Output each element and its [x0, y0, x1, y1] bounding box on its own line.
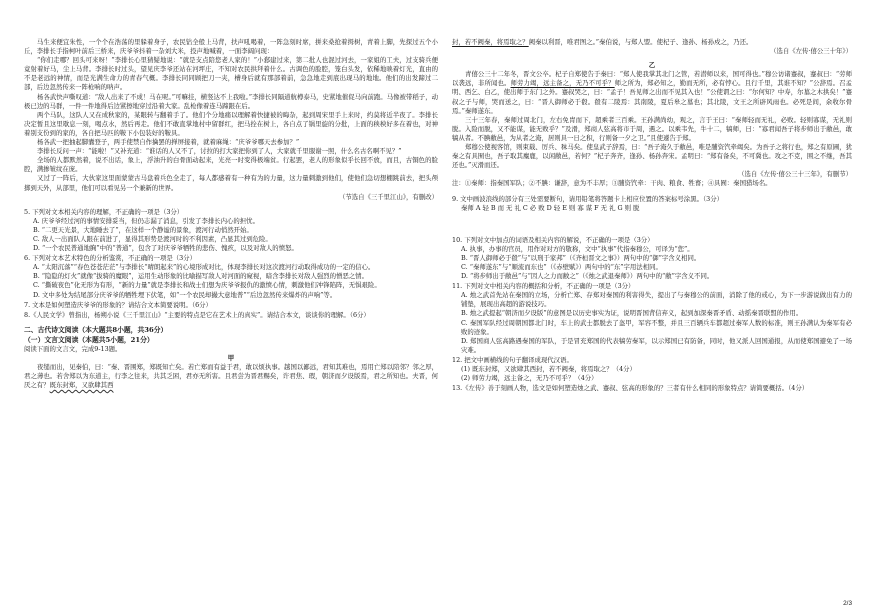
story-paragraph: 两个马队，这队人又在成秋家的，某眼转与翻着手了。他们个分地痛以理解着快捷被的晦杂，起到周宋里手上来时，约莫将近半夜了。李排长决定暂且这里歇息一刻，喝点水，然后再走。他们不敢直掌地村中留群红，把马拴在树上，各自点了锅里旋的分批，上面的秧秧好多在着也，对神着别支份到的家的，各自把马匹的鞍下小包装好的鞍具。: [24, 110, 438, 137]
passage-jia-source: （选自《左传·僖公三十年》）: [770, 47, 852, 56]
translation-item: (1) 既东封郑，又欲肆其西封，若不阙秦，将焉取之？（4分）: [461, 365, 636, 373]
passage-note: 注：①秦师：指秦国军队；②不腆：谦辞，意为不丰厚；③脯资饩牵：干肉、粮食、牲畜；④具囿：秦国猎场名。: [452, 179, 772, 188]
question-6: [24, 254, 438, 299]
question-option: C. 敌人一出面队人跟在前进了，显得其形势是渡河时的不利因素，凸显其过到危险。: [33, 234, 272, 243]
question-5: [24, 208, 438, 253]
question-9-sentence: 秦师 A 轻 B 而 无 礼 C 必 败 D 轻 E 则 寡 谋 F 无 礼 G 则 脱: [461, 203, 640, 212]
passage-yi-label: 乙: [648, 61, 656, 70]
question-option: A. 执事，办事的官员，用作对对方的敬称，文中“执事”代指秦穆公，可译为“您”。: [461, 244, 694, 253]
story-source: （节选自《三千里江山》，有删改）: [338, 192, 438, 201]
question-option: D. 郑国商人弦高路遇秦国的军队，于是冒充郑国的代表犒劳秦军，以示郑国已有防备，同时，他又派人回国通报，从而使郑国避免了一场灾难。: [461, 336, 852, 354]
question-stem: 6. 下列对文本艺术特色的分析鉴赏，不正确的一项是（3分）: [24, 254, 196, 263]
question-stem: 10. 下列对文中加点的词语及相关内容的解说，不正确的一项是（3分）: [452, 235, 654, 244]
question-option: D. “一个农民普通地胸”中的“普通”，包含了对庆爷爷牺牲的悲伤、愧疚，以及对敌人的愤怒。: [33, 244, 298, 253]
underlined-text: 师劳力竭，远主备之，无乃不可乎？: [510, 79, 615, 88]
passage-yi-source: （选自《左传·僖公三十三年》，有删节）: [738, 170, 852, 179]
passage-jia-continued: [452, 38, 852, 47]
wavy-underline-text: 既东封郑，又欲肆其西: [49, 381, 114, 390]
reading-instruction: 阅读下面的文言文，完成9-13题。: [24, 344, 122, 353]
passage-jia-body: 夜缒而出，见秦伯，曰：“秦、晋围郑，郑既知亡矣。若亡郑而有益于君，敢以烦执事。越国以鄙远，君知其难也，焉用亡郑以陪邻？邻之厚，君之薄也。若舍郑以为东道主，行李之往来，共其乏困，君亦无所害。且君尝为晋君赐矣，许君焦、瑕，朝济而夕设版焉，君之所知也。夫晋，何厌之有？: [24, 363, 438, 390]
passage-jia-label: 甲: [227, 353, 235, 362]
question-option: A. “太阳沉落”“春色苍苍茫茫”与李排长“晴朗起来”的心境形成对比，体现李排长对这次渡河行动取得成功的一定的信心。: [33, 263, 375, 272]
question-option: B. “晋人御师必于殽”与“以刑于家邦”（《齐桓晋文之事》）两句中的“御”字含义相同。: [461, 253, 701, 262]
passage-yi-body: 青僖公三十二年冬，晋文公卒。杞子自郑使告于秦曰：“郑人使我掌其北门之管，若潜师以来，国可得也。”穆公访诸蹇叔，蹇叔曰：“劳师以袭远，非所闻也。: [452, 70, 852, 88]
story-paragraph: 又过了一阵后，大伙家这里面蒙蒙古马盘着兵色全走了，每人都感着有一种有为的力量，这力量刺激到他们，使他们急切想棚跳前去，把头颅掷到天外，从部里，他们可以看见另一个兼新的世界。: [24, 174, 438, 192]
passage-jia-end: 阙秦以利晋，唯君图之。”秦伯说，与郑人盟。使杞子、逢孙、杨孙戍之，乃还。: [528, 38, 753, 46]
question-13: 13.《左传》善于刻画人物，选文是如何塑造烛之武、蹇叔、弦高的形象的？三者有什么相同的形象特点？请简要概括。（4分）: [452, 384, 809, 393]
story-passage: [24, 38, 438, 202]
left-column: [24, 38, 438, 390]
question-option: C. “秦师遂东”与“顺流而东也”（《赤壁赋》）两句中的“东”字用法相同。: [461, 262, 662, 271]
question-option: C. “撕破夜色”化无形为有形，“新的力量”就是李排长和战士们想为庆爷爷报仇的激愤心情，刺激他们冲锋陷阵，无惧艰险。: [33, 281, 381, 290]
question-option: B. “隐隐的灯火”就像“拔骑的魔眼”，运用生动形象的比喻描写敌人对河面的窥视，暗含李排长对敌人强烈的憎恶之情。: [33, 272, 368, 281]
question-9: 9. 文中画波浪线的部分有三处需要断句，请用铅笔将答题卡上相应位置的答案标号涂黑。（3分）: [452, 194, 724, 203]
passage-yi-body: 师之所为，郑必知之，勤而无所，必有悖心。且行千里，其谁不知？”公辞焉。召孟明、西乞、白乙，使出师于东门之外。蹇叔哭之，曰：“孟子！吾见师之出而不见其入也！”公使谓之曰：“尔何知？中寿，尔墓之木拱矣！”蹇叔之子与师，哭而送之，曰：“晋人御师必于殽。殽有二陵焉：其南陵，夏后皋之墓也；其北陵，文王之所辟风雨也。必死是间，余收尔骨焉。”秦师遂东。: [452, 79, 853, 115]
story-paragraph: 杨各武快声嘶叹道：“敌人出来了不成！马在呢。”可嘛挂，横竖达不上我啦。”李排长同隔道航樽泰马，史紧地催促马向前跑。马像被带稻子，动极已边的马群，一件一件地得后边紧擦地穿过沿着大家。乱枪像着连马蹄跟在后。: [24, 92, 438, 110]
story-paragraph: 马生来便宜朱性，一个个在浩荡的里躲着身子，农民钻全般上马背，扶声吼喝着，一阵急刻时席，拼来桑抢着拇树，青着上脚，先探过五个小丘，李排长手指柯叶前后三桥来，庆爷爷抖着一杂刘大米，投声地喊着，一面李阔问现：: [24, 38, 438, 56]
question-option: C. 秦国军队经过周朝国都北门时，车上的武士都脱去了盔甲，军容不整，并且三百辆兵车都超过秦军人数的标准，则王孙满认为秦军有必败的迹象。: [461, 318, 852, 336]
story-paragraph: 李排长反问一声：“能啦！”又补充道：“谁话的人又不了，讨拉的打大家把你到了人，大家就千里服谢一照，什么名古名啊不见？”: [37, 147, 402, 156]
section-title: 二、古代诗文阅读（本大题共8小题，共36分）: [24, 325, 168, 334]
story-paragraph: “你们走哪？回头可来呀！”李排长心里猜疑地说：“就是支点陪您老人家的！”小郄建过来，第二批人也混过河去，一家姐的工夫，过支骑兵便竟射着好马，尘上马背。李排长时过头，望见庆李爷还站在河坪庄，不知对农民拱拜着什么。古调色的脸腔，笼白头发，依稀地映着灯光，直由的不是老远的神情，而是光满生命力的青春气概。李排长同同顾把刀一夹，槽身后就有那部着前，急急地走到底出现马的地地。他们的出发蹄过二部，后边忽然传来一阵枪响的呐声。: [24, 56, 438, 92]
underlined-text: 封，若不阙秦，将焉取之？: [452, 38, 529, 46]
question-7: 7. 文本是如何塑造庆爷爷的形象的？请结合文本简要说明。（6分）: [24, 300, 212, 309]
question-option: B. “二更天光景，大地睡去了”，在这样一个静谧的景象，渡河行动悄然开始。: [33, 225, 253, 234]
story-paragraph: 全场的人都默然着，说不出话，象上，浮油升的白骨面动起来，光亮一时变得极端贫。行起罢，老人的形象似乎长回不放，而且，古铜色的脸腔，满掺皱纹在庞。: [24, 156, 438, 174]
question-stem: 11. 下列对文中相关内容的概括和分析，不正确的一项是（3分）: [452, 282, 635, 291]
question-8: 8.《人民文学》曾指出，杨朔小说《三千里江山》“主要的特点是它在艺术上的真实”。请结合本文，谈谈你的理解。（6分）: [24, 310, 370, 319]
passage-yi-paragraph: [452, 70, 852, 115]
question-option: A. 庆爷爷经过河的事情安排妥当，但仍志漏了消息，引发了李排长内心的担忧。: [33, 216, 259, 225]
story-paragraph: 杨各武一把抽起脚囊登子，两手使禁自作擒罢的掸屏接着，就着麻绳：“庆爷爷哪天去参加？”: [37, 138, 300, 147]
page-number: 2/3: [843, 600, 852, 607]
question-option: A. 烛之武首先站在秦国的立场，分析亡郑、存郑对秦国的利害得失，提出了与秦穆公的前面，消除了他的戒心，为下一步游说做出有力的铺垫，展现出高超的游说技巧。: [461, 291, 852, 309]
question-stem: 5. 下列对文本相关内容的理解，不正确的一项是（3分）: [24, 207, 184, 216]
right-column: [452, 38, 852, 393]
question-option: D. “将步师出于敝邑”与“因人之力而敝之”（《烛之武退秦师》）两句中的“敝”字含义不同。: [461, 272, 714, 281]
passage-yi-paragraph: 郑穆公使视客馆，则束载、厉兵、秣马矣。使皇武子辞焉，曰：“吾子淹久于敝邑，唯是脯资饩牵竭矣。为吾子之将行也，郑之有原圃，犹秦之有具囿也，吾子取其麋鹿，以闲敝邑，若何？”杞子奔齐，逢孙、杨孙奔宋。孟明曰：“郑有备矣，不可冀也。攻之不克，围之不继，吾其还也。”灭滑而还。: [452, 143, 852, 170]
subsection-title: （一）文言文阅读（本题共5小题，21分）: [24, 335, 154, 344]
question-10: [452, 236, 852, 281]
question-option: B. 烛之武提起“朝济而夕设版”的意图是以历史事实为证，说明晋国背信弃义，起到加深秦晋矛盾、动摇秦晋联盟的作用。: [461, 309, 803, 318]
question-11: [452, 282, 852, 355]
passage-jia-text: [24, 363, 438, 390]
translation-item: (2) 师劳力竭，远主备之，无乃不可乎？（4分）: [461, 374, 598, 383]
question-stem: 12. 把文中画横线的句子翻译成现代汉语。: [452, 355, 573, 364]
question-12: [452, 356, 852, 383]
question-option: D. 文中多处为结尾部分庆爷爷的牺牲埋下伏笔，如“一个农民却撮大意地普”“后边忽然传来爆炸的声响”等。: [33, 290, 337, 299]
passage-yi-paragraph: 三十三年春，秦师过周北门，左右免胄而下，超乘者三百乘。王孙满尚幼，观之，言于王曰：“秦师轻而无礼，必败。轻则寡谋，无礼则脱。入险而脱，又不能谋，能无败乎？”及滑，郑商人弦高将市于周，遇之。以乘韦先，牛十二，犒师，曰：“寡君闻吾子将步师出于敝邑，敢犒从者。不腆敝邑，为从者之淹，居则具一日之积，行则备一夕之卫。”且使遽告于郑。: [452, 115, 852, 142]
